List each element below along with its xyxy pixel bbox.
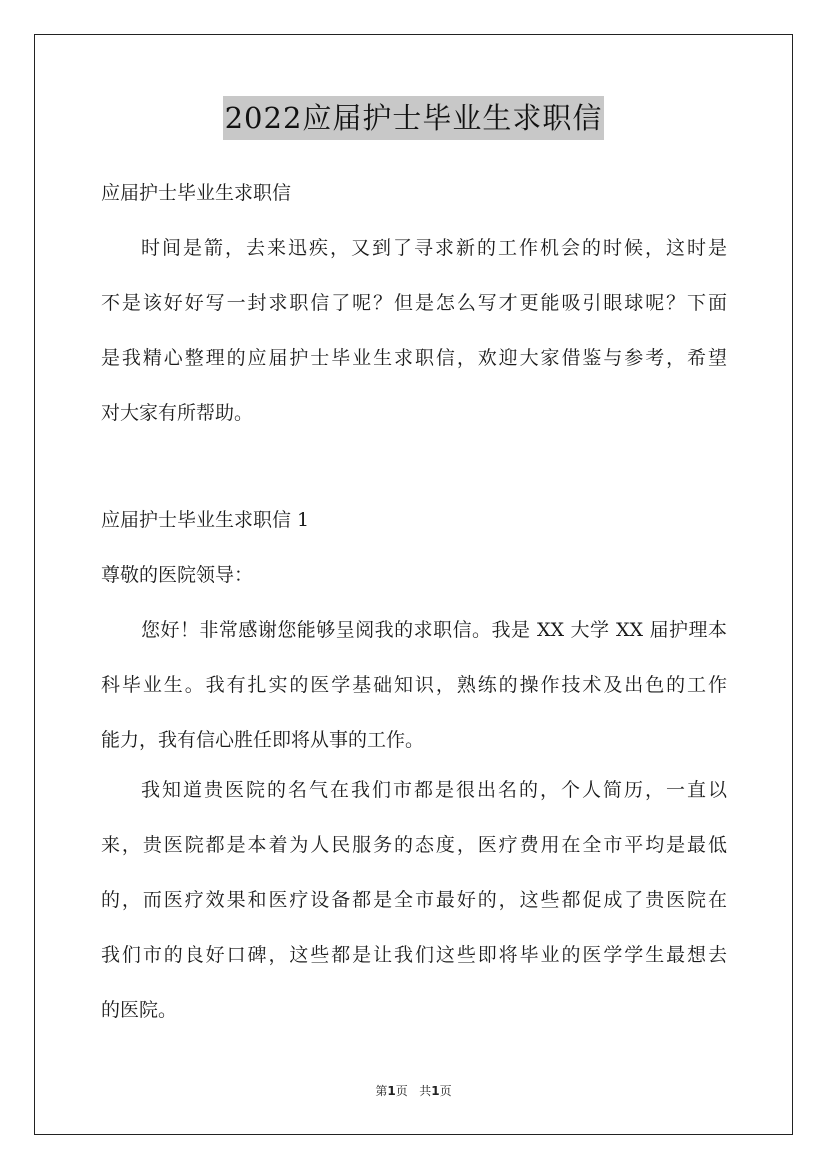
paragraph-line: 我们市的良好口碑，这些都是让我们这些即将毕业的医学学生最想去 bbox=[101, 944, 727, 966]
paragraph-line: 我知道贵医院的名气在我们市都是很出名的，个人简历，一直以 bbox=[141, 779, 727, 801]
intro-line: 时间是箭，去来迅疾，又到了寻求新的工作机会的时候，这时是 bbox=[141, 237, 727, 259]
total-pages: 1 bbox=[431, 1084, 440, 1098]
document-subtitle: 应届护士毕业生求职信 bbox=[101, 182, 292, 204]
page-suffix: 页 bbox=[395, 1084, 408, 1098]
letter-paragraph-1 bbox=[101, 603, 727, 768]
paragraph-line: 来，贵医院都是本着为人民服务的态度，医疗费用在全市平均是最低 bbox=[101, 834, 727, 856]
letter-header bbox=[101, 493, 727, 603]
paragraph-line: 您好！非常感谢您能够呈阅我的求职信。我是 XX 大学 XX 届护理本 bbox=[141, 619, 727, 641]
intro-paragraph bbox=[101, 221, 727, 441]
paragraph-line: 能力，我有信心胜任即将从事的工作。 bbox=[101, 729, 425, 751]
paragraph-line: 的医院。 bbox=[101, 999, 178, 1021]
salutation: 尊敬的医院领导： bbox=[101, 564, 254, 586]
intro-line: 不是该好好写一封求职信了呢？但是怎么写才更能吸引眼球呢？下面 bbox=[101, 292, 727, 314]
document-title: 2022应届护士毕业生求职信 bbox=[223, 96, 605, 140]
page-prefix: 第 bbox=[375, 1084, 388, 1098]
letter-paragraph-2 bbox=[101, 763, 727, 1038]
total-suffix: 页 bbox=[439, 1084, 452, 1098]
section-heading: 应届护士毕业生求职信 1 bbox=[101, 509, 310, 531]
page-footer bbox=[0, 1082, 827, 1099]
paragraph-line: 的，而医疗效果和医疗设备都是全市最好的，这些都促成了贵医院在 bbox=[101, 889, 727, 911]
paragraph-line: 科毕业生。我有扎实的医学基础知识，熟练的操作技术及出色的工作 bbox=[101, 674, 727, 696]
total-prefix: 共 bbox=[419, 1084, 432, 1098]
subtitle-block bbox=[101, 166, 727, 221]
intro-line: 是我精心整理的应届护士毕业生求职信，欢迎大家借鉴与参考，希望 bbox=[101, 347, 727, 369]
title-container bbox=[0, 96, 827, 140]
intro-line: 对大家有所帮助。 bbox=[101, 402, 254, 424]
page-number: 1 bbox=[387, 1084, 396, 1098]
